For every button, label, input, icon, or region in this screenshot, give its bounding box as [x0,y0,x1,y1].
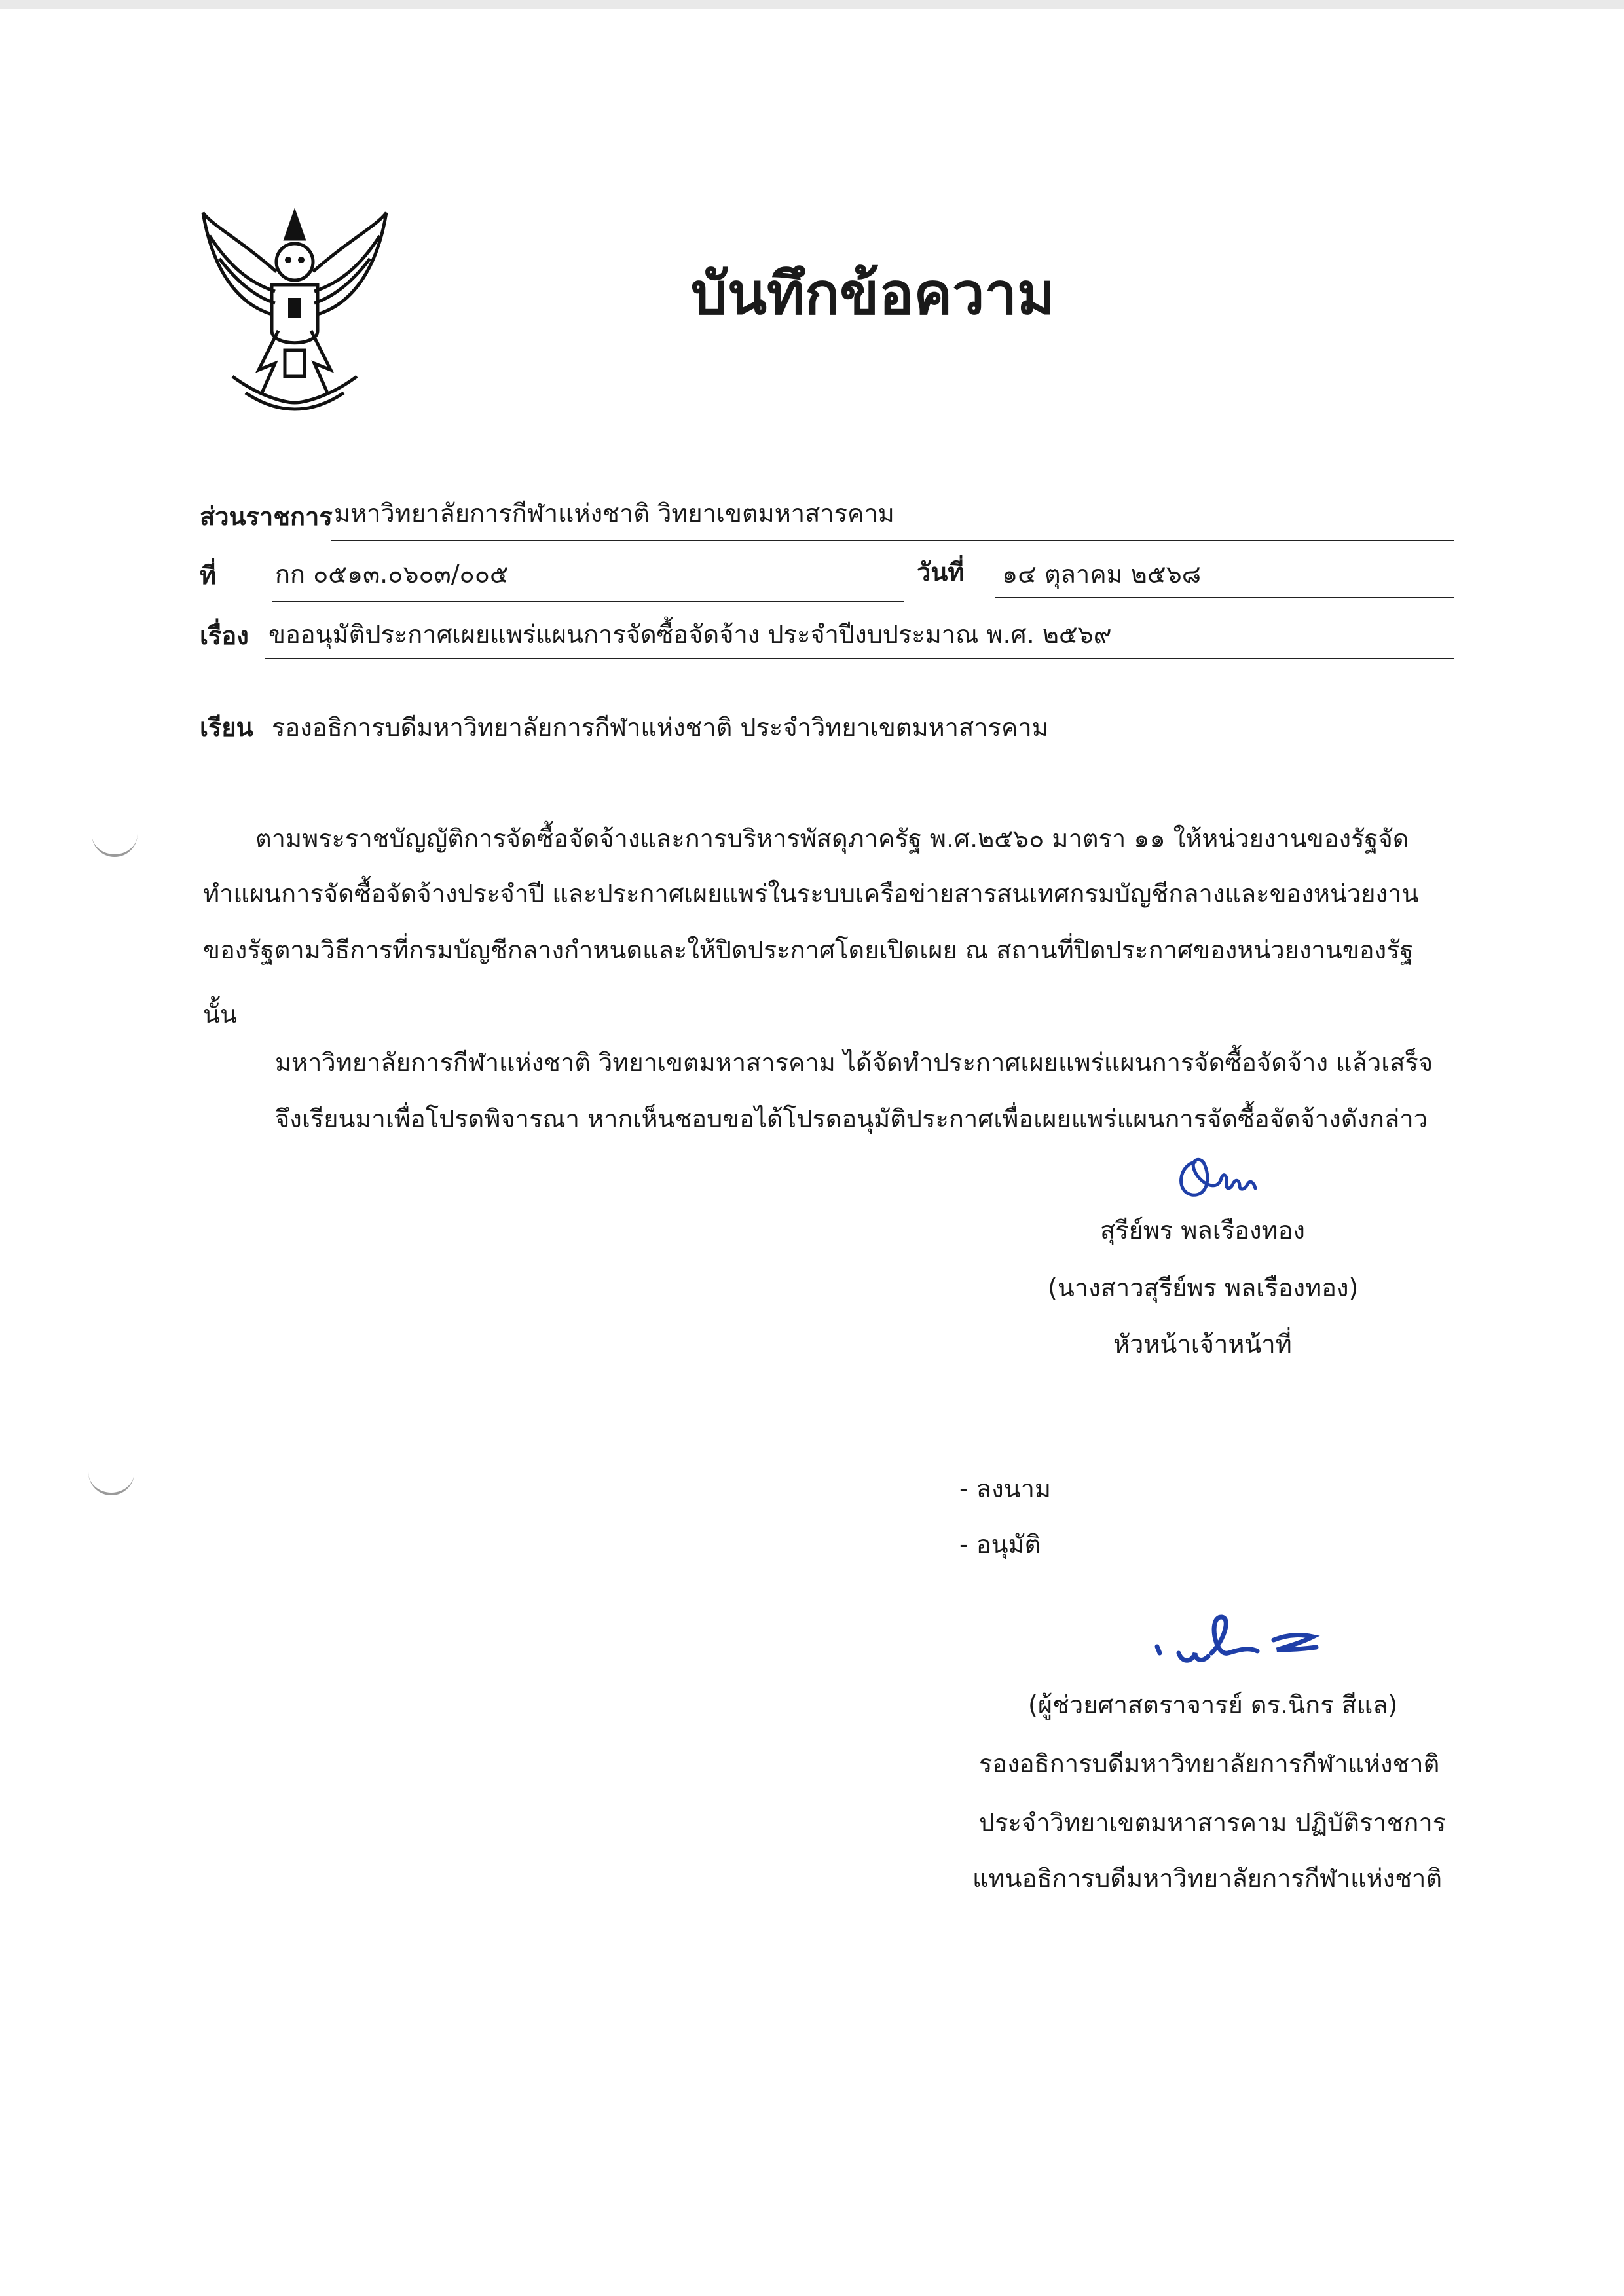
body-line: ตามพระราชบัญญัติการจัดซื้อจัดจ้างและการบริหารพัสดุภาครัฐ พ.ศ.๒๕๖๐ มาตรา ๑๑ ให้หน่วยงานของรัฐจัด [255,824,1409,853]
ref-label: ที่ [200,561,217,590]
body-line: นั้น [203,1000,237,1029]
body-line: จึงเรียนมาเพื่อโปรดพิจารณา หากเห็นชอบขอได้โปรดอนุมัติประกาศเพื่อเผยแพร่แผนการจัดซื้อจัดจ้างดังกล่าว [275,1104,1428,1133]
garuda-emblem-icon [193,200,396,422]
subject-underline [265,658,1454,659]
department-label: ส่วนราชการ [200,502,333,531]
date-value: ๑๔ ตุลาคม ๒๕๖๘ [1002,560,1202,589]
signer1-position: หัวหน้าเจ้าหน้าที่ [1113,1330,1292,1358]
subject-value: ขออนุมัติประกาศเผยแพร่แผนการจัดซื้อจัดจ้าง ประจำปีงบประมาณ พ.ศ. ๒๕๖๙ [268,620,1112,649]
signer2-full-name: (ผู้ช่วยศาสตราจารย์ ดร.นิกร สีแล) [1028,1690,1398,1719]
signer2-position-line: ประจำวิทยาเขตมหาสารคาม ปฏิบัติราชการ [979,1808,1447,1837]
department-value: มหาวิทยาลัยการกีฬาแห่งชาติ วิทยาเขตมหาสารคาม [334,499,895,528]
action-approve: - อนุมัติ [959,1530,1041,1559]
ref-value: กก ๐๕๑๓.๐๖๐๓/๐๐๕ [275,560,509,589]
scan-edge [0,0,1624,9]
body-line: มหาวิทยาลัยการกีฬาแห่งชาติ วิทยาเขตมหาสารคาม ได้จัดทำประกาศเผยแพร่แผนการจัดซื้อจัดจ้าง แล้วเสร็จ [275,1048,1433,1077]
signature-1 [1166,1149,1297,1214]
signer1-full-name: (นางสาวสุรีย์พร พลเรืองทอง) [1048,1273,1359,1302]
department-underline [331,540,1454,541]
signer2-position-line: แทนอธิการบดีมหาวิทยาลัยการกีฬาแห่งชาติ [972,1864,1443,1893]
to-value: รองอธิการบดีมหาวิทยาลัยการกีฬาแห่งชาติ ประจำวิทยาเขตมหาสารคาม [272,713,1048,742]
memo-title: บันทึกข้อความ [691,260,1056,327]
punch-hole [88,1467,134,1495]
action-sign: - ลงนาม [959,1474,1051,1503]
body-line: ของรัฐตามวิธีการที่กรมบัญชีกลางกำหนดและให้ปิดประกาศโดยเปิดเผย ณ สถานที่ปิดประกาศของหน่วยงานของรัฐ [203,936,1414,964]
date-underline [995,597,1454,598]
punch-hole [92,828,138,857]
body-line: ทำแผนการจัดซื้อจัดจ้างประจำปี และประกาศเผยแพร่ในระบบเครือข่ายสารสนเทศกรมบัญชีกลางและของหน่วยงาน [203,879,1419,908]
signer1-printed-name: สุรีย์พร พลเรืองทอง [1100,1216,1305,1245]
ref-underline [272,601,904,602]
signer2-position-line: รองอธิการบดีมหาวิทยาลัยการกีฬาแห่งชาติ [979,1749,1440,1778]
signature-2 [1149,1607,1333,1679]
subject-label: เรื่อง [200,621,249,650]
to-label: เรียน [200,713,253,742]
date-label: วันที่ [917,558,965,587]
